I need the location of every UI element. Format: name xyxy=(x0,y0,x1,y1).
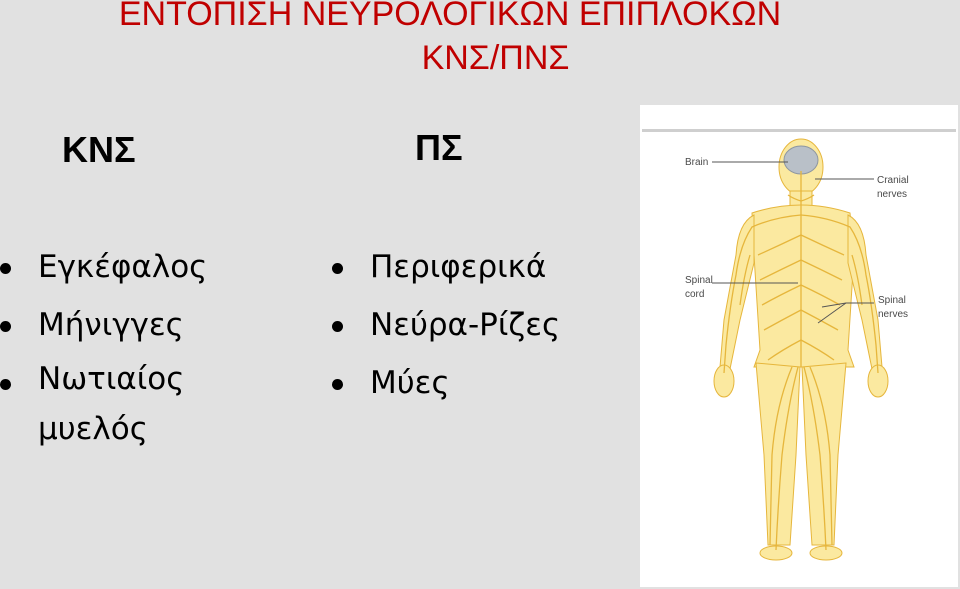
cns-item-spinal-cord: Νωτιαίος μυελός xyxy=(0,354,300,454)
pns-item-muscles: Μύες xyxy=(332,354,632,412)
pns-item-nerve-roots: Νεύρα-Ρίζες xyxy=(332,296,632,354)
nervous-system-illustration xyxy=(640,105,958,587)
label-spinal-nerves: nerves xyxy=(878,309,909,320)
pns-list xyxy=(332,238,632,412)
label-brain: Brain xyxy=(685,157,709,168)
title-line-1: ΕΝΤΟΠΙΣΗ ΝΕΥΡΟΛΟΓΙΚΩΝ ΕΠΙΠΛΟΚΩΝ xyxy=(118,0,782,33)
nervous-system-figure xyxy=(640,105,958,587)
pns-item-peripheral: Περιφερικά xyxy=(332,238,632,296)
brain-shape xyxy=(784,146,818,174)
cns-heading: ΚΝΣ xyxy=(62,129,136,170)
cns-item-brain: Εγκέφαλος xyxy=(0,238,300,296)
label-cranial: Cranial xyxy=(877,175,909,186)
pns-heading: ΠΣ xyxy=(415,127,463,168)
slide-title xyxy=(0,0,960,80)
label-cranial-nerves: nerves xyxy=(877,189,908,200)
label-spinal: Spinal xyxy=(685,275,713,286)
title-line-2: ΚΝΣ/ΠΝΣ xyxy=(421,39,570,77)
label-spinal-cord: cord xyxy=(685,289,705,300)
cns-item-meninges: Μήνιγγες xyxy=(0,296,300,354)
cns-list xyxy=(0,238,300,454)
label-spinal-2: Spinal xyxy=(878,295,906,306)
caption-strip xyxy=(642,129,956,132)
